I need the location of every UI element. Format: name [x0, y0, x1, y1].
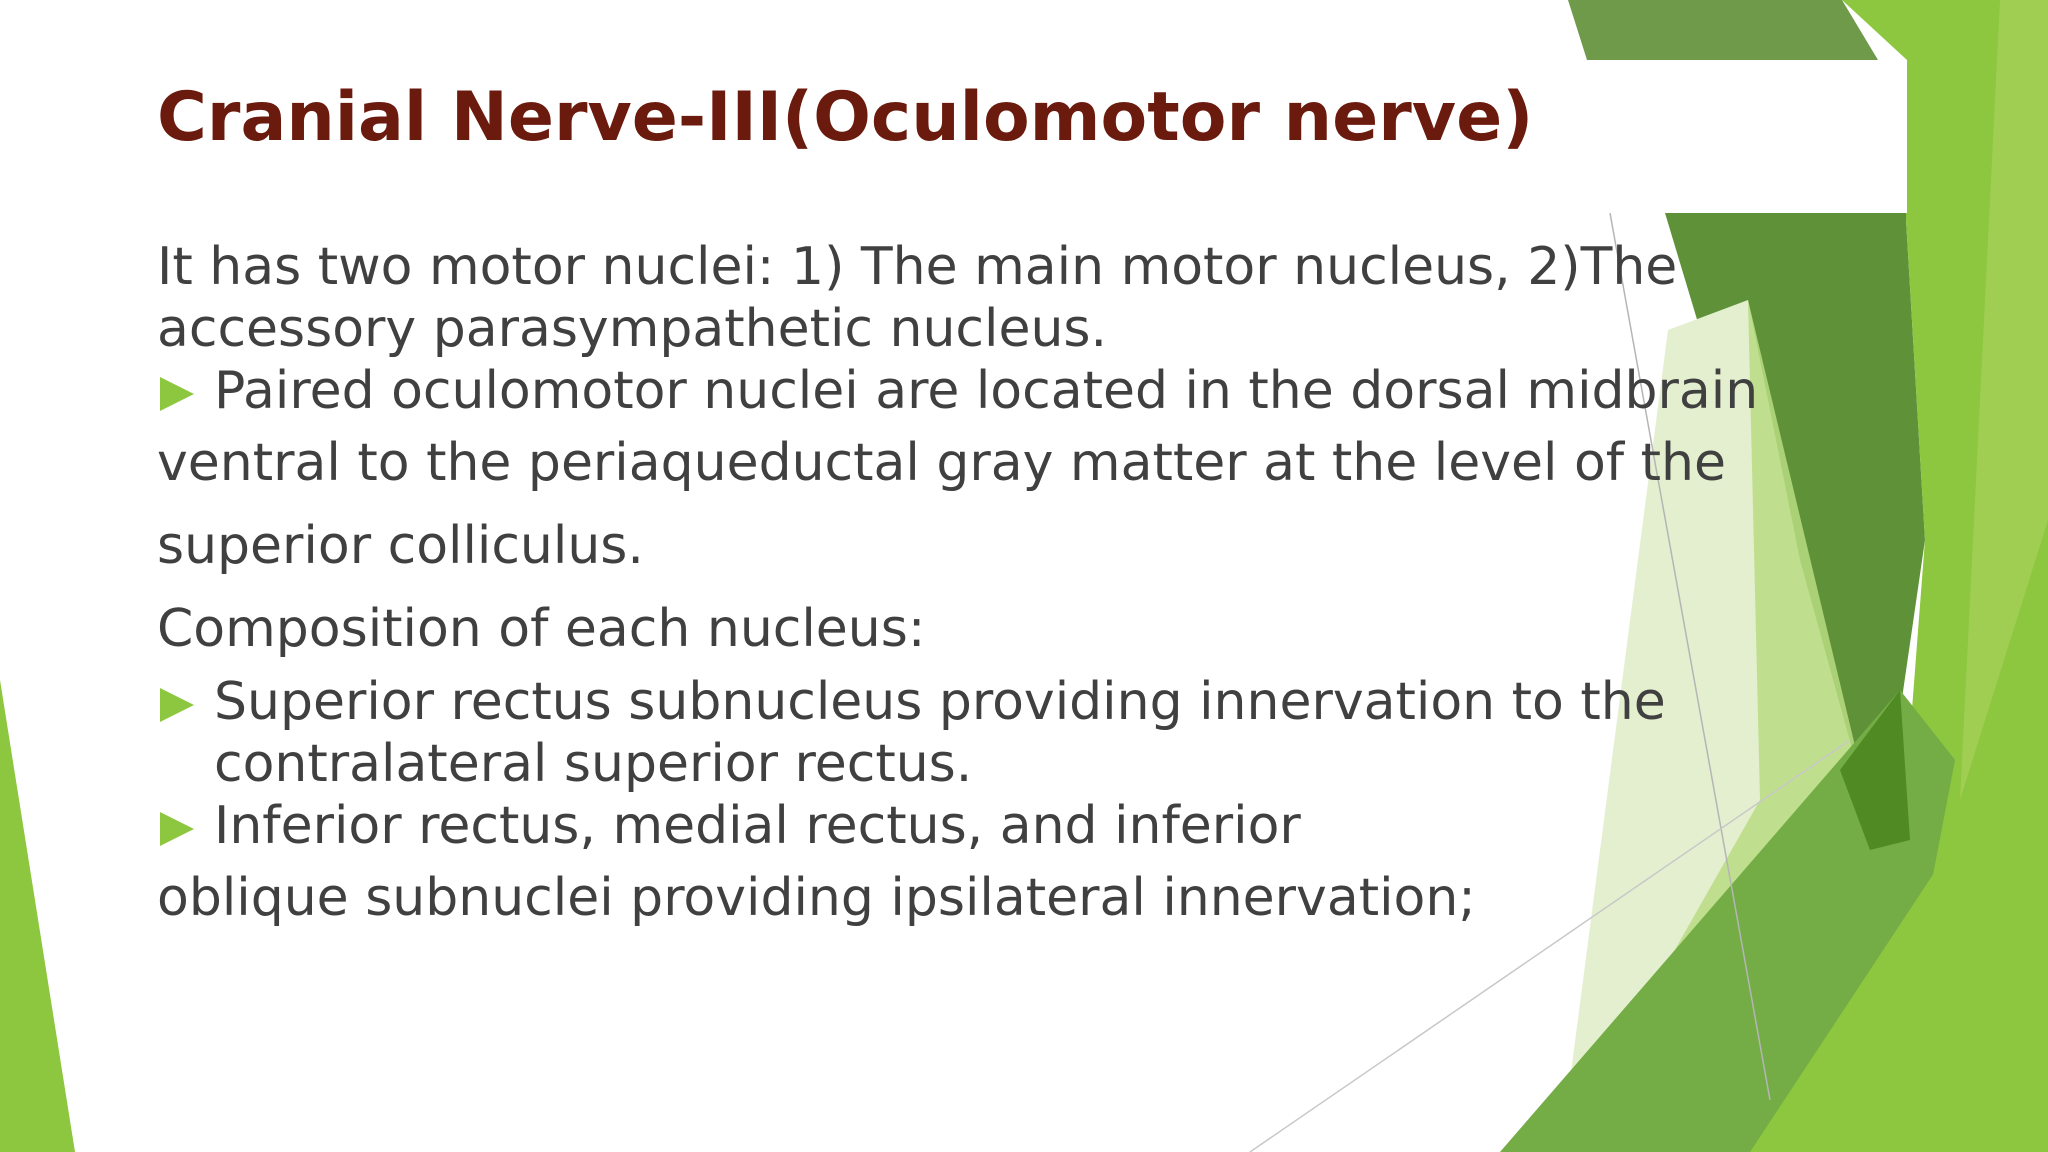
triangle-right-bullet-icon [160, 377, 194, 411]
triangle-right-bullet-icon [160, 688, 194, 722]
bullet-item-2-text: Superior rectus subnucleus providing innervation to the contralateral superior rectus. [214, 672, 1666, 794]
bullet-item-2 [157, 671, 1797, 795]
left-green-sliver [0, 680, 75, 1152]
intro-paragraph: It has two motor nuclei: 1) The main motor nucleus, 2)The accessory parasympathetic nucleus. [157, 237, 1678, 359]
bullet-item-3-text: Inferior rectus, medial rectus, and inferior [214, 796, 1301, 856]
slide-content [157, 236, 1797, 940]
bullet-item-3 [157, 795, 1797, 857]
bullet-item-1 [157, 360, 1797, 422]
bullet-item-3-continuation: oblique subnuclei providing ipsilateral innervation; [157, 868, 1476, 928]
slide-title: Cranial Nerve-III(Oculomotor nerve) [157, 78, 1534, 157]
composition-heading: Composition of each nucleus: [157, 599, 926, 659]
top-right-dark-band [1568, 0, 1878, 60]
triangle-right-bullet-icon [160, 812, 194, 846]
bullet-item-1-continuation: ventral to the periaqueductal gray matter at the level of the superior colliculus. [157, 433, 1726, 576]
bullet-item-1-text: Paired oculomotor nuclei are located in the dorsal midbrain [214, 361, 1759, 421]
